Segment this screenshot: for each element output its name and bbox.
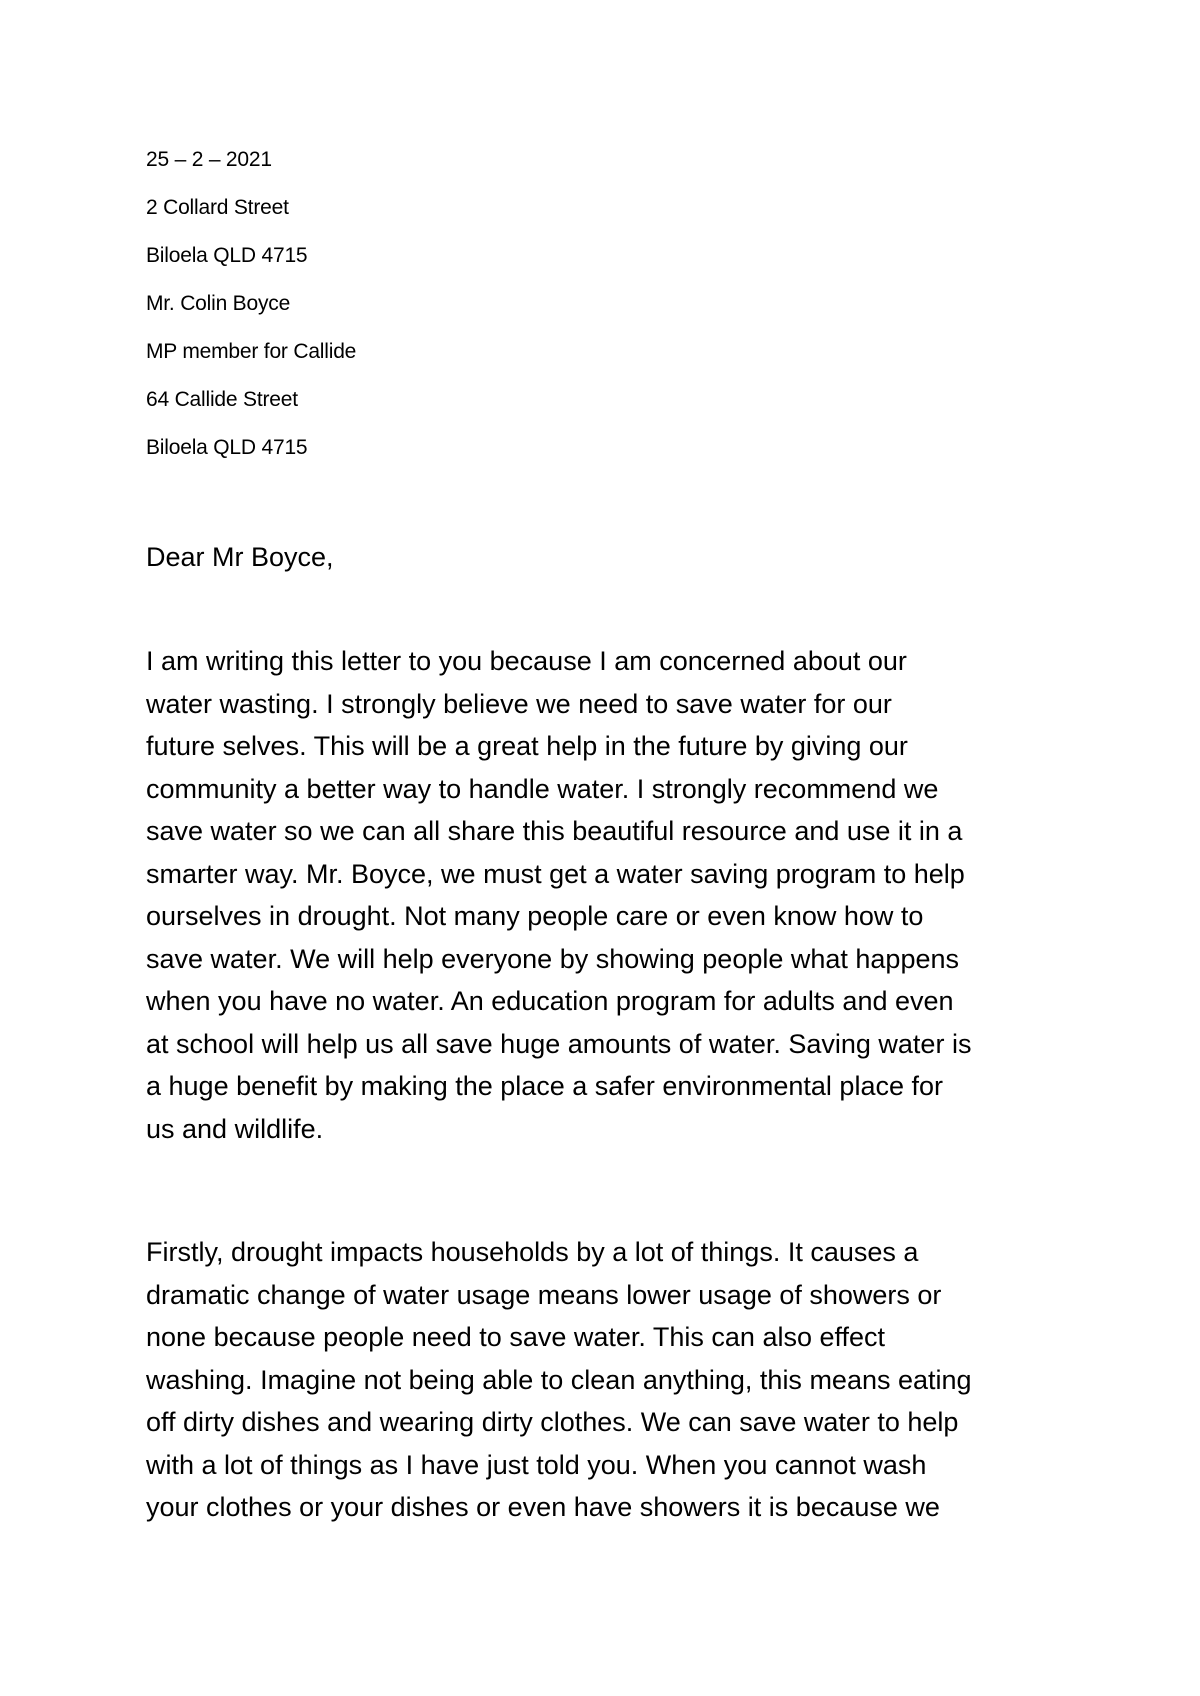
paragraph-line: a huge benefit by making the place a safer environmental place for (146, 1071, 943, 1101)
recipient-town: Biloela QLD 4715 (146, 436, 308, 459)
paragraph-line: at school will help us all save huge amounts of water. Saving water is (146, 1028, 972, 1059)
letter-date: 25 – 2 – 2021 (146, 148, 272, 171)
recipient-street: 64 Callide Street (146, 388, 298, 411)
body-paragraph-1 (146, 640, 1066, 1150)
paragraph-line: none because people need to save water. This can also effect (146, 1322, 886, 1352)
body-paragraph-2 (146, 1231, 1066, 1529)
recipient-name: Mr. Colin Boyce (146, 292, 291, 315)
paragraph-line: community a better way to handle water. I strongly recommend we (146, 773, 939, 804)
paragraph-line: save water. We will help everyone by showing people what happens (146, 943, 959, 974)
paragraph-line: when you have no water. An education program for adults and even (146, 986, 954, 1016)
paragraph-line: with a lot of things as I have just told you. When you cannot wash (146, 1449, 927, 1480)
paragraph-line: us and wildlife. (146, 1113, 324, 1144)
letter-header (146, 148, 646, 484)
paragraph-line: water wasting. I strongly believe we need to save water for our (146, 688, 892, 719)
paragraph-line: I am writing this letter to you because I am concerned about our (146, 646, 907, 676)
salutation: Dear Mr Boyce, (146, 542, 334, 572)
paragraph-line: off dirty dishes and wearing dirty clothes. We can save water to help (146, 1407, 959, 1437)
paragraph-line: Firstly, drought impacts households by a lot of things. It causes a (146, 1237, 919, 1267)
sender-town: Biloela QLD 4715 (146, 244, 308, 267)
paragraph-line: your clothes or your dishes or even have showers it is because we (146, 1492, 940, 1522)
recipient-title: MP member for Callide (146, 340, 357, 363)
paragraph-line: future selves. This will be a great help in the future by giving our (146, 731, 908, 761)
paragraph-line: washing. Imagine not being able to clean anything, this means eating (146, 1364, 972, 1395)
paragraph-line: dramatic change of water usage means lower usage of showers or (146, 1279, 942, 1310)
paragraph-line: smarter way. Mr. Boyce, we must get a water saving program to help (146, 858, 965, 889)
sender-street: 2 Collard Street (146, 196, 289, 219)
paragraph-line: save water so we can all share this beautiful resource and use it in a (146, 816, 963, 846)
paragraph-line: ourselves in drought. Not many people care or even know how to (146, 901, 924, 931)
